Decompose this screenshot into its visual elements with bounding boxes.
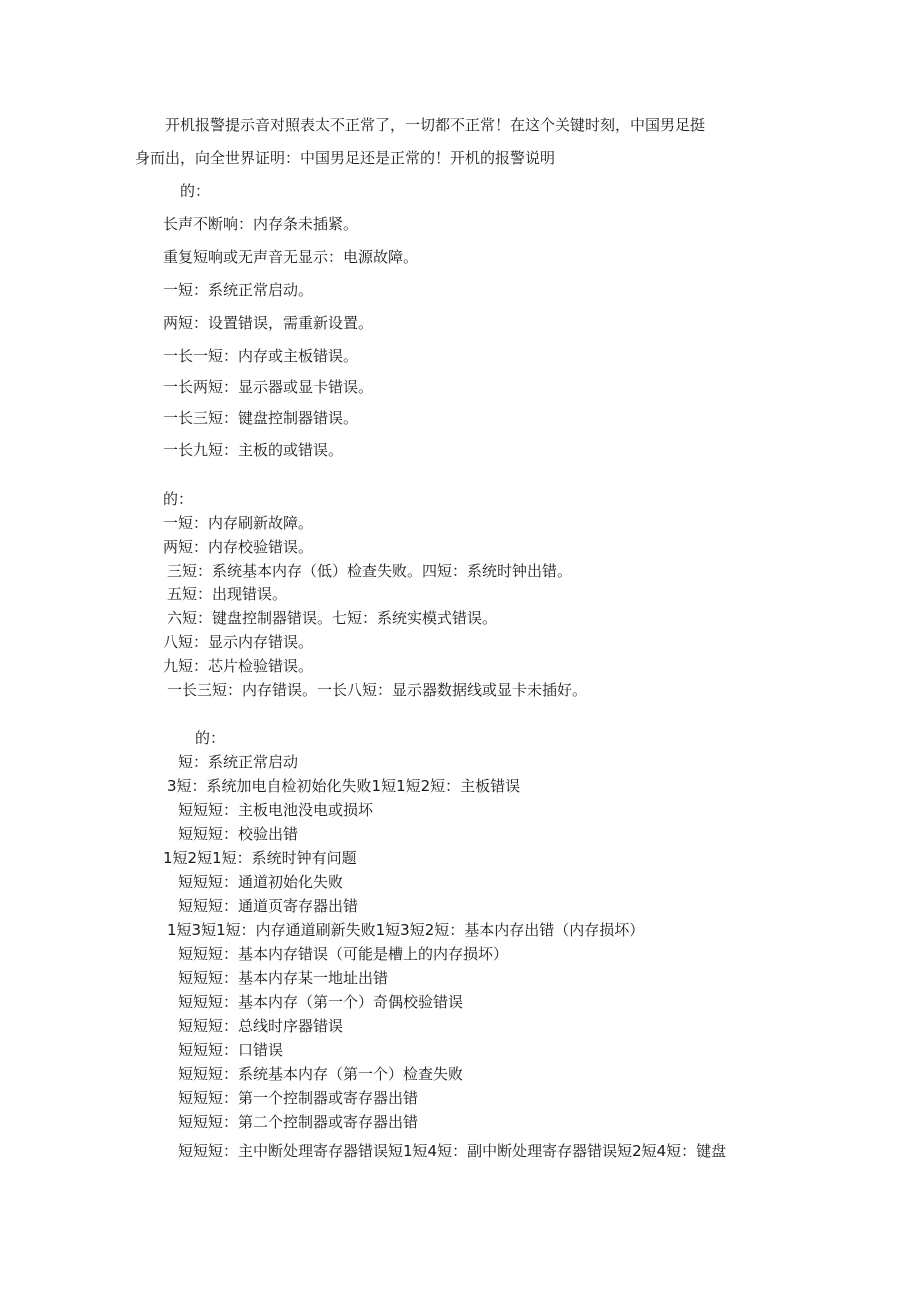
section3-item: 3短：系统加电自检初始化失败1短1短2短：主板错误	[167, 777, 521, 795]
section3-item: 短：系统正常启动	[178, 753, 299, 771]
section3-item: 短短短：通道初始化失败	[178, 873, 344, 891]
intro-line-1: 开机报警提示音对照表太不正常了，一切都不正常！在这个关键时刻，中国男足挺	[165, 116, 706, 134]
section2-item: 两短：内存校验错误。	[163, 538, 314, 556]
section1-heading: 的：	[180, 182, 211, 200]
section3-item: 短短短：基本内存某一地址出错	[178, 969, 389, 987]
section3-item: 1短3短1短：内存通道刷新失败1短3短2短：基本内存出错（内存损坏）	[167, 921, 645, 939]
section1-item: 重复短响或无声音无显示：电源故障。	[163, 248, 419, 266]
section1-item: 一短：系统正常启动。	[163, 281, 314, 299]
section3-item: 1短2短1短：系统时钟有问题	[163, 849, 357, 867]
section3-item: 短短短：总线时序器错误	[178, 1017, 344, 1035]
section1-item: 一长两短：显示器或显卡错误。	[163, 378, 374, 396]
section2-item: 五短：出现错误。	[167, 585, 288, 603]
section3-item: 短短短：主板电池没电或损坏	[178, 801, 374, 819]
section3-item: 短短短：校验出错	[178, 825, 299, 843]
section3-item: 短短短：通道页寄存器出错	[178, 897, 359, 915]
section2-item: 一短：内存刷新故障。	[163, 514, 314, 532]
section3-item: 短短短：第二个控制器或寄存器出错	[178, 1113, 419, 1131]
section2-item: 三短：系统基本内存（低）检查失败。四短：系统时钟出错。	[167, 562, 573, 580]
section1-item: 一长九短：主板的或错误。	[163, 441, 344, 459]
section2-heading: 的：	[163, 490, 194, 508]
section2-item: 八短：显示内存错误。	[163, 633, 314, 651]
section3-item: 短短短：基本内存（第一个）奇偶校验错误	[178, 993, 464, 1011]
section2-item: 六短：键盘控制器错误。七短：系统实模式错误。	[167, 609, 498, 627]
intro-line-2: 身而出，向全世界证明：中国男足还是正常的！开机的报警说明	[135, 149, 556, 167]
section1-item: 一长三短：键盘控制器错误。	[163, 409, 359, 427]
section2-item: 一长三短：内存错误。一长八短：显示器数据线或显卡未插好。	[167, 681, 588, 699]
section3-item: 短短短：基本内存错误（可能是槽上的内存损坏）	[178, 945, 509, 963]
section2-item: 九短：芯片检验错误。	[163, 657, 314, 675]
section1-item: 长声不断响：内存条未插紧。	[163, 215, 359, 233]
section3-item: 短短短：第一个控制器或寄存器出错	[178, 1089, 419, 1107]
section3-item: 短短短：系统基本内存（第一个）检查失败	[178, 1065, 464, 1083]
section3-item: 短短短：口错误	[178, 1041, 284, 1059]
section1-item: 一长一短：内存或主板错误。	[163, 347, 359, 365]
section3-heading: 的：	[195, 729, 226, 747]
section1-item: 两短：设置错误，需重新设置。	[163, 314, 374, 332]
section3-item: 短短短：主中断处理寄存器错误短1短4短：副中断处理寄存器错误短2短4短：键盘	[178, 1142, 727, 1160]
